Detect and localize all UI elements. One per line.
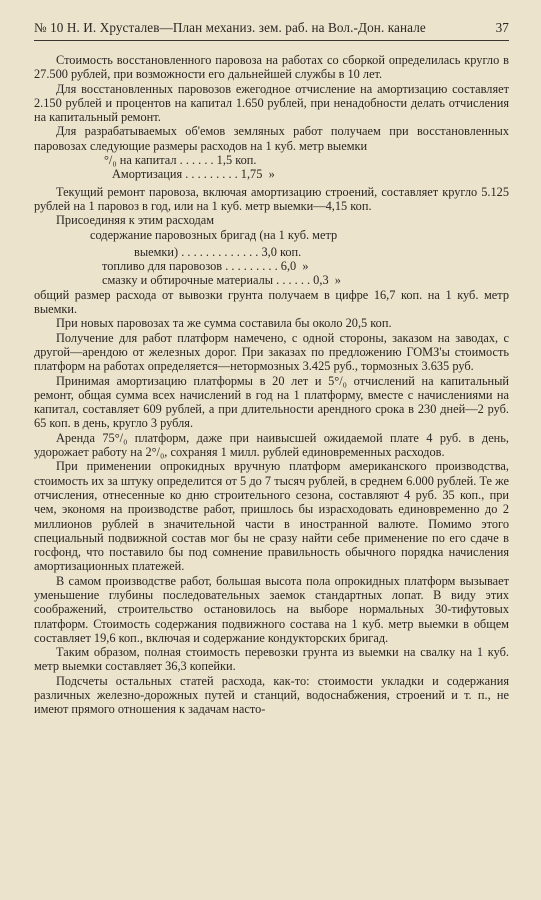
paragraph-2: Для восстановленных паровозов ежегодное отчисление на амортизацию составляет 2.150 рублей и процентов на капитал 1.650 рублей, при ненадобности делать отчисления на капитальный ремонт. — [34, 81, 509, 125]
paragraph-1: Стоимость восстановленного паровоза на работах со сборкой определилась кругло в 27.500 рублей, при возможности его дальнейшей службы в 10 лет. — [34, 53, 509, 82]
cost-line-brigades: выемки) . . . . . . . . . . . . . 3,0 коп. — [134, 244, 302, 259]
cost-line-fuel: топливо для паровозов . . . . . . . . . 6,0 » — [102, 259, 309, 274]
paragraph-10: Аренда 75°/₀ платформ, даже при наивысшей ожидаемой плате 4 руб. в день, удорожает работу на 2°/₀, сохраняя 1 милл. рублей единовременных расходов. — [34, 430, 509, 460]
page-number: 37 — [495, 20, 509, 35]
paragraph-6: общий размер расхода от вывозки грунта получаем в цифре 16,7 коп. на 1 куб. метр выемки. — [34, 287, 509, 317]
paragraph-5a: Присоединяя к этим расходам — [56, 213, 215, 228]
header-rule — [34, 40, 509, 41]
paragraph-14: Подсчеты остальных статей расхода, как-то: стоимости укладки и содержания различных железно-дорожных путей и станций, водоснабжения, строений и т. п., не имеют прямого отношения к задачам насто- — [34, 673, 509, 717]
paragraph-5b: содержание паровозных бригад (на 1 куб. метр — [90, 227, 338, 242]
cost-line-amortization: Амортизация . . . . . . . . . 1,75 » — [112, 167, 275, 182]
header-title: № 10 Н. И. Хрусталев—План механиз. зем. раб. на Вол.-Дон. канале — [34, 20, 426, 35]
cost-line-lubrication: смазку и обтирочные материалы . . . . . . 0,3 » — [102, 273, 341, 288]
cost-line-capital: °/₀ на капитал . . . . . . 1,5 коп. — [104, 153, 257, 168]
paragraph-9: Принимая амортизацию платформы в 20 лет и 5°/₀ отчислений на капитальный ремонт, общая сумма всех начислений в год на 1 платформу, вместе с начислениями на капитал, составляет 609 рублей, а при длительности арендного срока в 230 дней—2 руб. 65 коп. в день, кругло 3 рубля. — [34, 373, 509, 431]
paragraph-11: При применении опрокидных вручную платформ американского производства, стоимость их за штуку определится от 5 до 7 тысяч рублей, в среднем 6.000 рублей. Те же отчисления, отнесенные ко дню строительного сезона, составляют 4 руб. 35 коп., при чем, экономя на производстве работ, пришлось бы израсходовать единовременно до 2 миллионов рублей в значительной части в иностранной валюте. Помимо этого специальный подвижной состав мог бы не сразу найти себе применение по его сдаче в госфонд, что поставило бы под сомнение правильность обычного порядка начисления амортизационных платежей. — [34, 459, 509, 574]
paragraph-7: При новых паровозах та же сумма составила бы около 20,5 коп. — [56, 316, 392, 331]
paragraph-4: Текущий ремонт паровоза, включая амортизацию строений, составляет кругло 5.125 рублей на 1 паровоз в год, или на 1 куб. метр выемки—4,15 коп. — [34, 184, 509, 213]
paragraph-3: Для разрабатываемых об'емов земляных работ получаем при восстановленных паровозах следующие размеры расходов на 1 куб. метр выемки — [34, 124, 509, 153]
running-header — [34, 20, 509, 36]
paragraph-13: Таким образом, полная стоимость перевозки грунта из выемки на свалку на 1 куб. метр выемки составляет 36,3 копейки. — [34, 645, 509, 674]
paragraph-8: Получение для работ платформ намечено, с одной стороны, заказом на заводах, с другой—арендою от железных дорог. При заказах по предложению ГОМЗ'ы стоимость платформ на работах определяется—нетормозных 3.425 руб., тормозных 3.635 руб. — [34, 330, 509, 374]
paragraph-12: В самом производстве работ, большая высота пола опрокидных платформ вызывает уменьшение глубины последовательных заемок стандартных лопат. В виду этих соображений, строительство остановилось на выборе нормальных 30-тифутовых платформ. Стоимость содержания подвижного состава на 1 куб. метр выемки в общем составляет 19,6 коп., включая и содержание кондукторских бригад. — [34, 573, 509, 645]
